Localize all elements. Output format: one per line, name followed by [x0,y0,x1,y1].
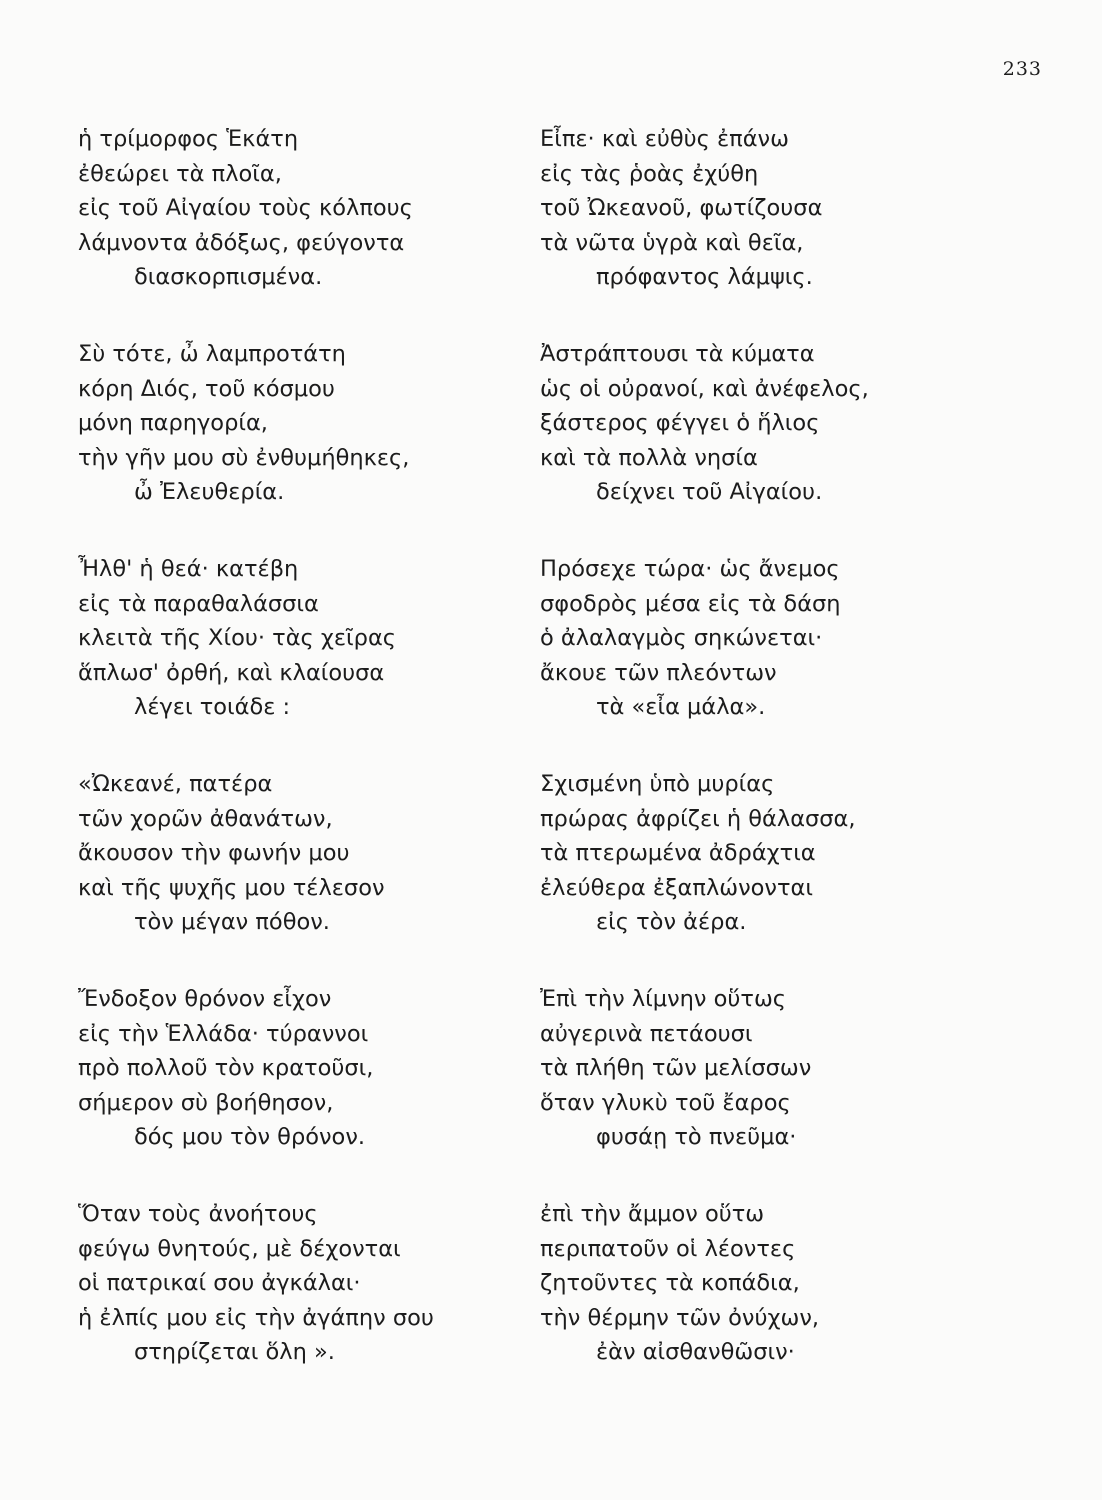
verse-line: εἰς τὰ παραθαλάσσια [78,590,319,617]
verse-line: Ἐπὶ τὴν λίμνην οὕτως [540,986,787,1012]
verse-line: εἰς τοῦ Αἰγαίου τοὺς κόλπους [78,195,413,221]
stanza [78,337,548,552]
verse-line: τὰ πλήθη τῶν μελίσσων [540,1055,812,1081]
verse-line: καὶ τὰ πολλὰ νησία [540,444,758,471]
page-number: 233 [1002,58,1042,80]
right-column [540,122,1010,1412]
verse-line: σήμερον σὺ βοήθησον, [78,1089,334,1116]
verse-line: ἐλεύθερα ἐξαπλώνονται [540,874,813,901]
verse-line: «Ὠκεανέ, πατέρα [78,771,273,797]
stanza [540,337,1010,552]
verse-line: ξάστερος φέγγει ὁ ἥλιος [540,410,820,436]
verse-line: Ἦλθ' ἡ θεά· κατέβη [78,556,299,582]
verse-line: αὐγερινὰ πετάουσι [540,1020,753,1047]
verse-line: τὰ «εἶα μάλα». [596,694,766,720]
verse-line: τὰ νῶτα ὑγρὰ καὶ θεῖα, [540,229,804,256]
stanza [78,767,548,982]
verse-line: δείχνει τοῦ Αἰγαίου. [596,479,823,505]
verse-line: Εἶπε· καὶ εὐθὺς ἐπάνω [540,126,789,152]
verse-line: τὰ πτερωμένα ἀδράχτια [540,840,816,866]
verse-line: στηρίζεται ὅλη ». [134,1339,335,1365]
verse-line: Σχισμένη ὑπὸ μυρίας [540,771,775,797]
verse-line: ἐθεώρει τὰ πλοῖα, [78,160,282,187]
verse-line: σφοδρὸς μέσα εἰς τὰ δάση [540,590,841,617]
verse-line: εἰς τὰς ῥοὰς ἐχύθη [540,160,759,187]
stanza [78,982,548,1197]
verse-line: ἡ ἐλπίς μου εἰς τὴν ἀγάπην σου [78,1304,434,1331]
stanza [540,122,1010,337]
verse-line: λέγει τοιάδε : [134,694,291,720]
verse-line: διασκορπισμένα. [134,264,323,290]
verse-line: κλειτὰ τῆς Χίου· τὰς χεῖρας [78,625,396,651]
verse-line: Ἀστράπτουσι τὰ κύματα [540,341,815,367]
verse-line: Σὺ τότε, ὦ λαμπροτάτη [78,341,346,367]
verse-line: περιπατοῦν οἱ λέοντες [540,1235,796,1262]
verse-line: φυσάῃ τὸ πνεῦμα· [596,1124,797,1150]
stanza [78,552,548,767]
stanza [540,1197,1010,1412]
verse-line: οἱ πατρικαί σου ἀγκάλαι· [78,1270,361,1296]
verse-line: εἰς τὴν Ἑλλάδα· τύραννοι [78,1020,369,1047]
verse-line: καὶ τῆς ψυχῆς μου τέλεσον [78,874,385,901]
verse-line: ἐπὶ τὴν ἄμμον οὕτω [540,1201,765,1227]
verse-line: τὴν γῆν μου σὺ ἐνθυμήθηκες, [78,444,410,471]
verse-line: πρόφαντος λάμψις. [596,264,813,290]
verse-line: ἐὰν αἰσθανθῶσιν· [596,1339,795,1365]
stanza [78,1197,548,1412]
verse-line: ἄκουσον τὴν φωνήν μου [78,840,350,866]
verse-line: πρὸ πολλοῦ τὸν κρατοῦσι, [78,1055,374,1081]
verse-line: δός μου τὸν θρόνον. [134,1124,366,1150]
verse-line: κόρη Διός, τοῦ κόσμου [78,375,335,402]
verse-line: ἡ τρίμορφος Ἑκάτη [78,126,299,152]
verse-line: Ἔνδοξον θρόνον εἶχον [78,986,332,1012]
verse-line: Ὅταν τοὺς ἀνοήτους [78,1201,318,1227]
verse-line: τῶν χορῶν ἀθανάτων, [78,805,333,832]
verse-line: λάμνοντα ἀδόξως, φεύγοντα [78,229,405,256]
left-column [78,122,548,1412]
stanza [540,982,1010,1197]
verse-line: πρώρας ἀφρίζει ἡ θάλασσα, [540,805,856,832]
verse-line: ὁ ἀλαλαγμὸς σηκώνεται· [540,625,823,651]
verse-line: ζητοῦντες τὰ κοπάδια, [540,1270,800,1296]
verse-line: τὸν μέγαν πόθον. [134,909,330,935]
stanza [78,122,548,337]
verse-line: ἅπλωσ' ὀρθή, καὶ κλαίουσα [78,659,385,686]
stanza [540,552,1010,767]
verse-line: φεύγω θνητούς, μὲ δέχονται [78,1235,401,1262]
verse-line: εἰς τὸν ἀέρα. [596,909,747,935]
stanza [540,767,1010,982]
verse-line: τοῦ Ὠκεανοῦ, φωτίζουσα [540,195,823,221]
verse-line: ἄκουε τῶν πλεόντων [540,659,777,686]
verse-line: ὦ Ἐλευθερία. [134,479,285,505]
verse-line: Πρόσεχε τώρα· ὡς ἄνεμος [540,556,840,582]
verse-line: ὅταν γλυκὺ τοῦ ἔαρος [540,1089,791,1116]
verse-line: ὡς οἱ οὐρανοί, καὶ ἀνέφελος, [540,375,869,402]
verse-line: τὴν θέρμην τῶν ὀνύχων, [540,1304,820,1331]
verse-line: μόνη παρηγορία, [78,410,268,436]
